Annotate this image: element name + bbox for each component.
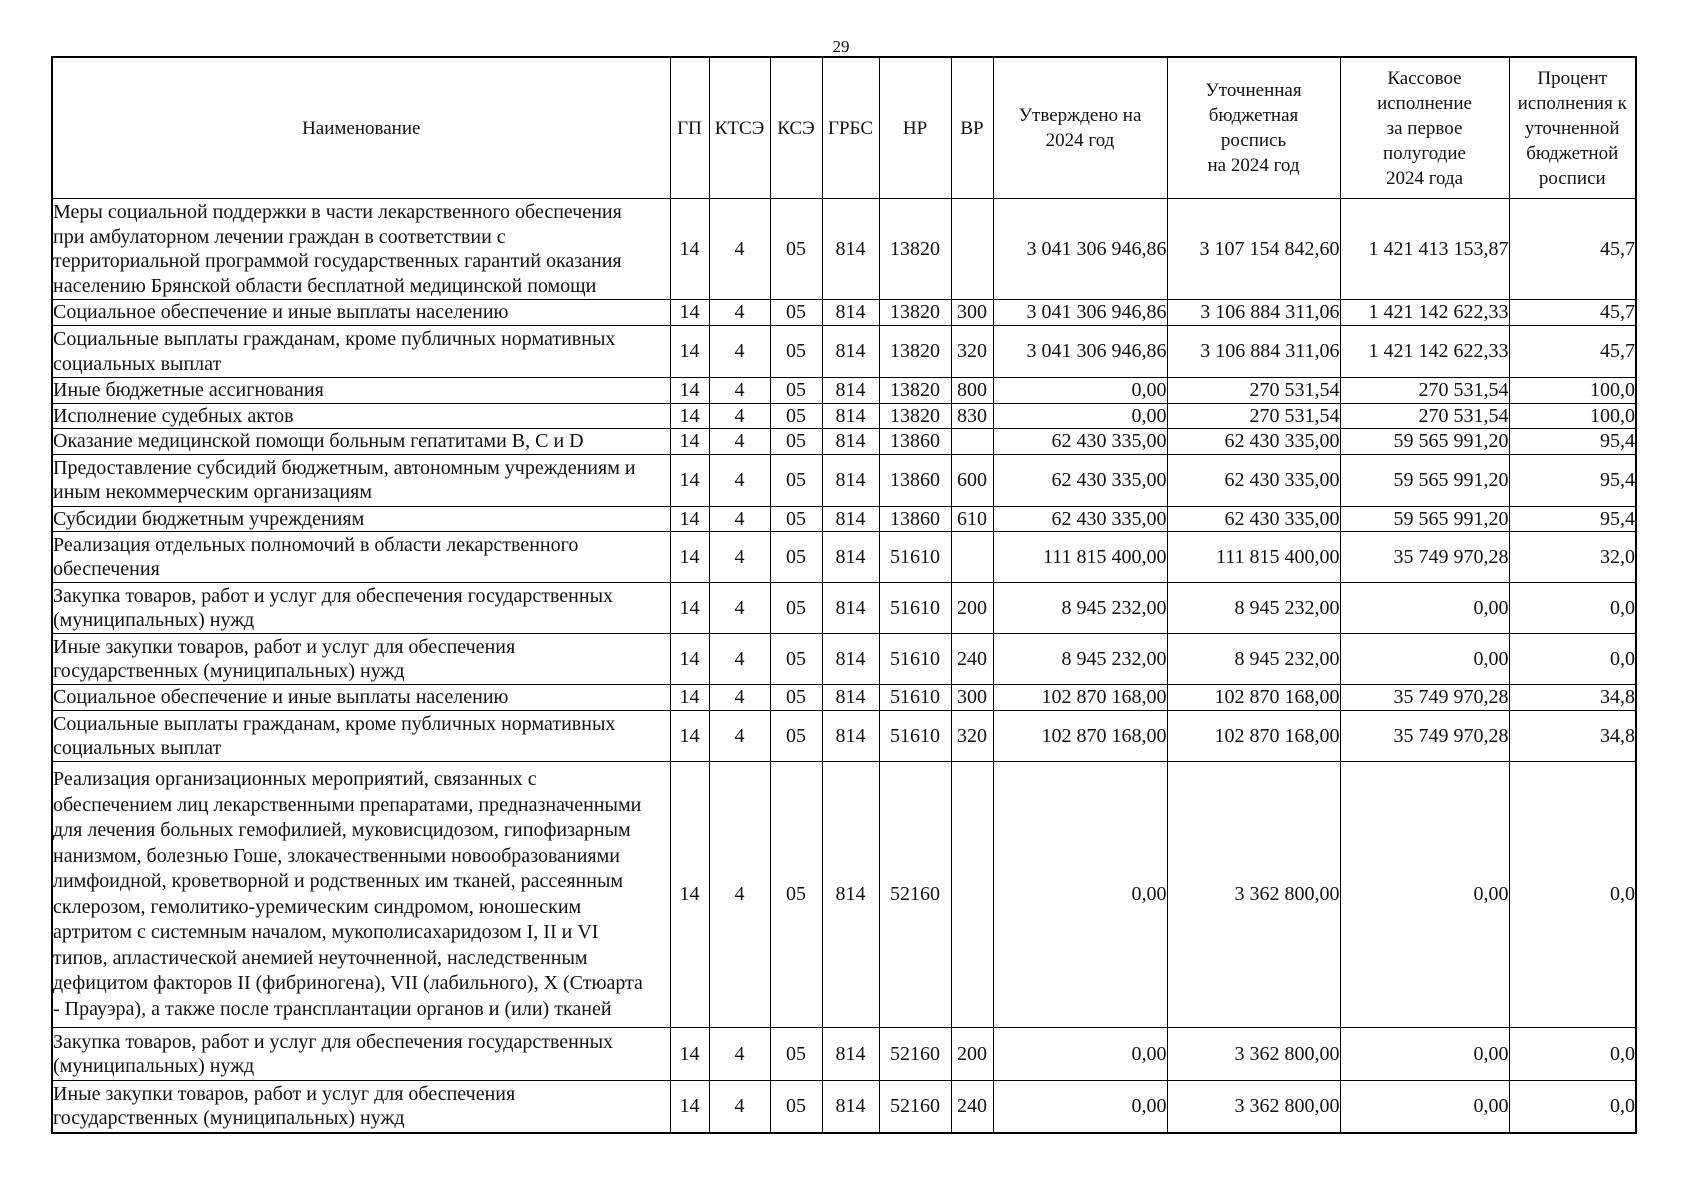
cell-grbs: 814 — [822, 326, 879, 378]
cell-revised: 102 870 168,00 — [1167, 685, 1340, 711]
cell-revised: 3 362 800,00 — [1167, 1028, 1340, 1081]
cell-gp: 14 — [670, 506, 709, 532]
cell-executed: 59 565 991,20 — [1340, 429, 1509, 455]
cell-vr: 830 — [951, 403, 993, 429]
cell-name: Закупка товаров, работ и услуг для обеспечения государственных (муниципальных) нужд — [52, 583, 670, 634]
budget-table — [51, 56, 1637, 1134]
cell-name: Реализация отдельных полномочий в области лекарственного обеспечения — [52, 532, 670, 583]
cell-revised: 270 531,54 — [1167, 378, 1340, 404]
cell-nr: 51610 — [879, 711, 951, 762]
cell-percent: 100,0 — [1509, 403, 1636, 429]
cell-vr: 600 — [951, 454, 993, 506]
cell-grbs: 814 — [822, 1028, 879, 1081]
table-row — [52, 378, 1636, 404]
cell-executed: 1 421 142 622,33 — [1340, 326, 1509, 378]
cell-percent: 0,0 — [1509, 1028, 1636, 1081]
header-nr: НР — [879, 57, 951, 199]
table-row — [52, 685, 1636, 711]
cell-approved: 3 041 306 946,86 — [993, 300, 1167, 326]
cell-approved: 102 870 168,00 — [993, 711, 1167, 762]
cell-executed: 270 531,54 — [1340, 403, 1509, 429]
cell-revised: 3 107 154 842,60 — [1167, 199, 1340, 300]
cell-vr: 320 — [951, 326, 993, 378]
cell-nr: 51610 — [879, 634, 951, 685]
cell-approved: 0,00 — [993, 378, 1167, 404]
cell-grbs: 814 — [822, 199, 879, 300]
table-body — [52, 199, 1636, 1133]
cell-executed: 35 749 970,28 — [1340, 711, 1509, 762]
cell-ktse: 4 — [709, 685, 770, 711]
table-row — [52, 583, 1636, 634]
cell-grbs: 814 — [822, 762, 879, 1028]
cell-vr — [951, 762, 993, 1028]
cell-kse: 05 — [770, 378, 822, 404]
cell-kse: 05 — [770, 454, 822, 506]
cell-kse: 05 — [770, 199, 822, 300]
cell-nr: 13820 — [879, 300, 951, 326]
cell-name: Предоставление субсидий бюджетным, автономным учреждениям и иным некоммерческим организациям — [52, 454, 670, 506]
cell-approved: 0,00 — [993, 403, 1167, 429]
cell-gp: 14 — [670, 1081, 709, 1133]
cell-nr: 13860 — [879, 454, 951, 506]
table-row — [52, 326, 1636, 378]
cell-gp: 14 — [670, 429, 709, 455]
cell-revised: 270 531,54 — [1167, 403, 1340, 429]
cell-name: Социальное обеспечение и иные выплаты населению — [52, 300, 670, 326]
header-vr: ВР — [951, 57, 993, 199]
cell-kse: 05 — [770, 1028, 822, 1081]
cell-revised: 111 815 400,00 — [1167, 532, 1340, 583]
cell-gp: 14 — [670, 711, 709, 762]
cell-grbs: 814 — [822, 583, 879, 634]
cell-executed: 59 565 991,20 — [1340, 454, 1509, 506]
header-gp: ГП — [670, 57, 709, 199]
cell-nr: 13820 — [879, 378, 951, 404]
cell-vr: 300 — [951, 300, 993, 326]
cell-revised: 62 430 335,00 — [1167, 429, 1340, 455]
cell-nr: 52160 — [879, 762, 951, 1028]
cell-ktse: 4 — [709, 403, 770, 429]
cell-grbs: 814 — [822, 685, 879, 711]
header-ktse: КТСЭ — [709, 57, 770, 199]
cell-nr: 13860 — [879, 506, 951, 532]
cell-percent: 45,7 — [1509, 199, 1636, 300]
cell-revised: 62 430 335,00 — [1167, 506, 1340, 532]
cell-percent: 34,8 — [1509, 685, 1636, 711]
cell-name: Социальные выплаты гражданам, кроме публичных нормативных социальных выплат — [52, 326, 670, 378]
cell-grbs: 814 — [822, 1081, 879, 1133]
cell-executed: 1 421 413 153,87 — [1340, 199, 1509, 300]
cell-nr: 51610 — [879, 583, 951, 634]
cell-kse: 05 — [770, 711, 822, 762]
table-row — [52, 634, 1636, 685]
cell-executed: 0,00 — [1340, 1028, 1509, 1081]
cell-grbs: 814 — [822, 506, 879, 532]
cell-gp: 14 — [670, 634, 709, 685]
table-row — [52, 532, 1636, 583]
cell-nr: 13820 — [879, 403, 951, 429]
cell-kse: 05 — [770, 762, 822, 1028]
cell-executed: 1 421 142 622,33 — [1340, 300, 1509, 326]
cell-grbs: 814 — [822, 532, 879, 583]
cell-percent: 45,7 — [1509, 326, 1636, 378]
cell-name: Иные закупки товаров, работ и услуг для обеспечения государственных (муниципальных) нужд — [52, 634, 670, 685]
cell-kse: 05 — [770, 300, 822, 326]
cell-gp: 14 — [670, 326, 709, 378]
cell-approved: 0,00 — [993, 762, 1167, 1028]
cell-approved: 62 430 335,00 — [993, 429, 1167, 455]
table-row — [52, 199, 1636, 300]
cell-vr: 300 — [951, 685, 993, 711]
cell-kse: 05 — [770, 506, 822, 532]
cell-percent: 95,4 — [1509, 506, 1636, 532]
cell-ktse: 4 — [709, 711, 770, 762]
header-approved: Утверждено на 2024 год — [993, 57, 1167, 199]
cell-ktse: 4 — [709, 762, 770, 1028]
cell-grbs: 814 — [822, 711, 879, 762]
cell-name: Иные закупки товаров, работ и услуг для обеспечения государственных (муниципальных) нужд — [52, 1081, 670, 1133]
cell-nr: 13820 — [879, 326, 951, 378]
cell-approved: 3 041 306 946,86 — [993, 326, 1167, 378]
cell-kse: 05 — [770, 326, 822, 378]
cell-nr: 52160 — [879, 1081, 951, 1133]
table-row — [52, 403, 1636, 429]
cell-revised: 8 945 232,00 — [1167, 634, 1340, 685]
table-row — [52, 506, 1636, 532]
table-row — [52, 762, 1636, 1028]
table-row — [52, 1081, 1636, 1133]
cell-ktse: 4 — [709, 300, 770, 326]
header-revised: Уточненная бюджетная роспись на 2024 год — [1167, 57, 1340, 199]
cell-nr: 51610 — [879, 532, 951, 583]
cell-vr: 240 — [951, 634, 993, 685]
cell-nr: 51610 — [879, 685, 951, 711]
cell-name: Меры социальной поддержки в части лекарственного обеспечения при амбулаторном лечении граждан в соответствии с территориальной программой государственных гарантий оказания населению Брянской области бесплатной медицинской помощи — [52, 199, 670, 300]
cell-percent: 100,0 — [1509, 378, 1636, 404]
cell-name: Иные бюджетные ассигнования — [52, 378, 670, 404]
cell-approved: 0,00 — [993, 1081, 1167, 1133]
cell-vr: 610 — [951, 506, 993, 532]
cell-percent: 0,0 — [1509, 583, 1636, 634]
cell-grbs: 814 — [822, 378, 879, 404]
cell-name: Закупка товаров, работ и услуг для обеспечения государственных (муниципальных) нужд — [52, 1028, 670, 1081]
cell-name: Оказание медицинской помощи больным гепатитами B, C и D — [52, 429, 670, 455]
cell-gp: 14 — [670, 454, 709, 506]
cell-ktse: 4 — [709, 378, 770, 404]
cell-approved: 3 041 306 946,86 — [993, 199, 1167, 300]
table-row — [52, 1028, 1636, 1081]
cell-revised: 3 106 884 311,06 — [1167, 326, 1340, 378]
cell-executed: 0,00 — [1340, 583, 1509, 634]
cell-revised: 3 106 884 311,06 — [1167, 300, 1340, 326]
cell-gp: 14 — [670, 199, 709, 300]
cell-ktse: 4 — [709, 506, 770, 532]
cell-percent: 0,0 — [1509, 762, 1636, 1028]
table-row — [52, 454, 1636, 506]
cell-percent: 34,8 — [1509, 711, 1636, 762]
cell-executed: 0,00 — [1340, 1081, 1509, 1133]
cell-gp: 14 — [670, 532, 709, 583]
cell-nr: 13860 — [879, 429, 951, 455]
cell-kse: 05 — [770, 634, 822, 685]
cell-executed: 270 531,54 — [1340, 378, 1509, 404]
cell-ktse: 4 — [709, 1081, 770, 1133]
cell-ktse: 4 — [709, 199, 770, 300]
cell-name: Социальное обеспечение и иные выплаты населению — [52, 685, 670, 711]
cell-approved: 62 430 335,00 — [993, 506, 1167, 532]
cell-kse: 05 — [770, 403, 822, 429]
cell-executed: 0,00 — [1340, 634, 1509, 685]
cell-gp: 14 — [670, 583, 709, 634]
header-grbs: ГРБС — [822, 57, 879, 199]
table-row — [52, 300, 1636, 326]
cell-executed: 0,00 — [1340, 762, 1509, 1028]
header-kse: КСЭ — [770, 57, 822, 199]
cell-ktse: 4 — [709, 634, 770, 685]
cell-name: Реализация организационных мероприятий, связанных с обеспечением лиц лекарственными препаратами, предназначенными для лечения больных гемофилией, муковисцидозом, гипофизарным нанизмом, болезнью Гоше, злокачественными новообразованиями лимфоидной, кроветворной и родственных им тканей, рассеянным склерозом, гемолитико-уремическим синдромом, юношеским артритом с системным началом, мукополисахаридозом I, II и VI типов, апластической анемией неуточненной, наследственным дефицитом факторов II (фибриногена), VII (лабильного), X (Стюарта - Прауэра), а также после трансплантации органов и (или) тканей — [52, 762, 670, 1028]
cell-grbs: 814 — [822, 300, 879, 326]
cell-revised: 8 945 232,00 — [1167, 583, 1340, 634]
cell-kse: 05 — [770, 429, 822, 455]
cell-approved: 62 430 335,00 — [993, 454, 1167, 506]
cell-executed: 35 749 970,28 — [1340, 685, 1509, 711]
cell-vr: 320 — [951, 711, 993, 762]
cell-vr: 800 — [951, 378, 993, 404]
header-percent: Процент исполнения к уточненной бюджетной росписи — [1509, 57, 1636, 199]
cell-percent: 45,7 — [1509, 300, 1636, 326]
table-row — [52, 711, 1636, 762]
cell-vr: 240 — [951, 1081, 993, 1133]
cell-approved: 111 815 400,00 — [993, 532, 1167, 583]
cell-vr — [951, 429, 993, 455]
cell-ktse: 4 — [709, 532, 770, 583]
cell-ktse: 4 — [709, 326, 770, 378]
cell-revised: 102 870 168,00 — [1167, 711, 1340, 762]
cell-kse: 05 — [770, 1081, 822, 1133]
cell-revised: 62 430 335,00 — [1167, 454, 1340, 506]
cell-kse: 05 — [770, 583, 822, 634]
cell-nr: 52160 — [879, 1028, 951, 1081]
cell-ktse: 4 — [709, 1028, 770, 1081]
cell-grbs: 814 — [822, 403, 879, 429]
header-name: Наименование — [52, 57, 670, 199]
cell-name: Социальные выплаты гражданам, кроме публичных нормативных социальных выплат — [52, 711, 670, 762]
cell-vr — [951, 199, 993, 300]
cell-name: Исполнение судебных актов — [52, 403, 670, 429]
cell-gp: 14 — [670, 685, 709, 711]
cell-approved: 8 945 232,00 — [993, 583, 1167, 634]
cell-name: Субсидии бюджетным учреждениям — [52, 506, 670, 532]
cell-gp: 14 — [670, 300, 709, 326]
header-executed: Кассовое исполнение за первое полугодие 2024 года — [1340, 57, 1509, 199]
cell-gp: 14 — [670, 1028, 709, 1081]
cell-vr — [951, 532, 993, 583]
cell-ktse: 4 — [709, 583, 770, 634]
cell-ktse: 4 — [709, 429, 770, 455]
cell-percent: 95,4 — [1509, 454, 1636, 506]
cell-approved: 0,00 — [993, 1028, 1167, 1081]
cell-percent: 32,0 — [1509, 532, 1636, 583]
cell-revised: 3 362 800,00 — [1167, 762, 1340, 1028]
header-row — [52, 57, 1636, 199]
cell-gp: 14 — [670, 378, 709, 404]
cell-grbs: 814 — [822, 429, 879, 455]
table-header — [52, 57, 1636, 199]
cell-percent: 0,0 — [1509, 634, 1636, 685]
cell-kse: 05 — [770, 532, 822, 583]
page-number: 29 — [832, 37, 850, 56]
cell-revised: 3 362 800,00 — [1167, 1081, 1340, 1133]
cell-ktse: 4 — [709, 454, 770, 506]
cell-grbs: 814 — [822, 634, 879, 685]
cell-vr: 200 — [951, 583, 993, 634]
table-row — [52, 429, 1636, 455]
cell-grbs: 814 — [822, 454, 879, 506]
cell-gp: 14 — [670, 762, 709, 1028]
cell-nr: 13820 — [879, 199, 951, 300]
cell-percent: 0,0 — [1509, 1081, 1636, 1133]
cell-vr: 200 — [951, 1028, 993, 1081]
cell-executed: 35 749 970,28 — [1340, 532, 1509, 583]
cell-gp: 14 — [670, 403, 709, 429]
cell-percent: 95,4 — [1509, 429, 1636, 455]
cell-kse: 05 — [770, 685, 822, 711]
cell-executed: 59 565 991,20 — [1340, 506, 1509, 532]
cell-approved: 8 945 232,00 — [993, 634, 1167, 685]
cell-approved: 102 870 168,00 — [993, 685, 1167, 711]
